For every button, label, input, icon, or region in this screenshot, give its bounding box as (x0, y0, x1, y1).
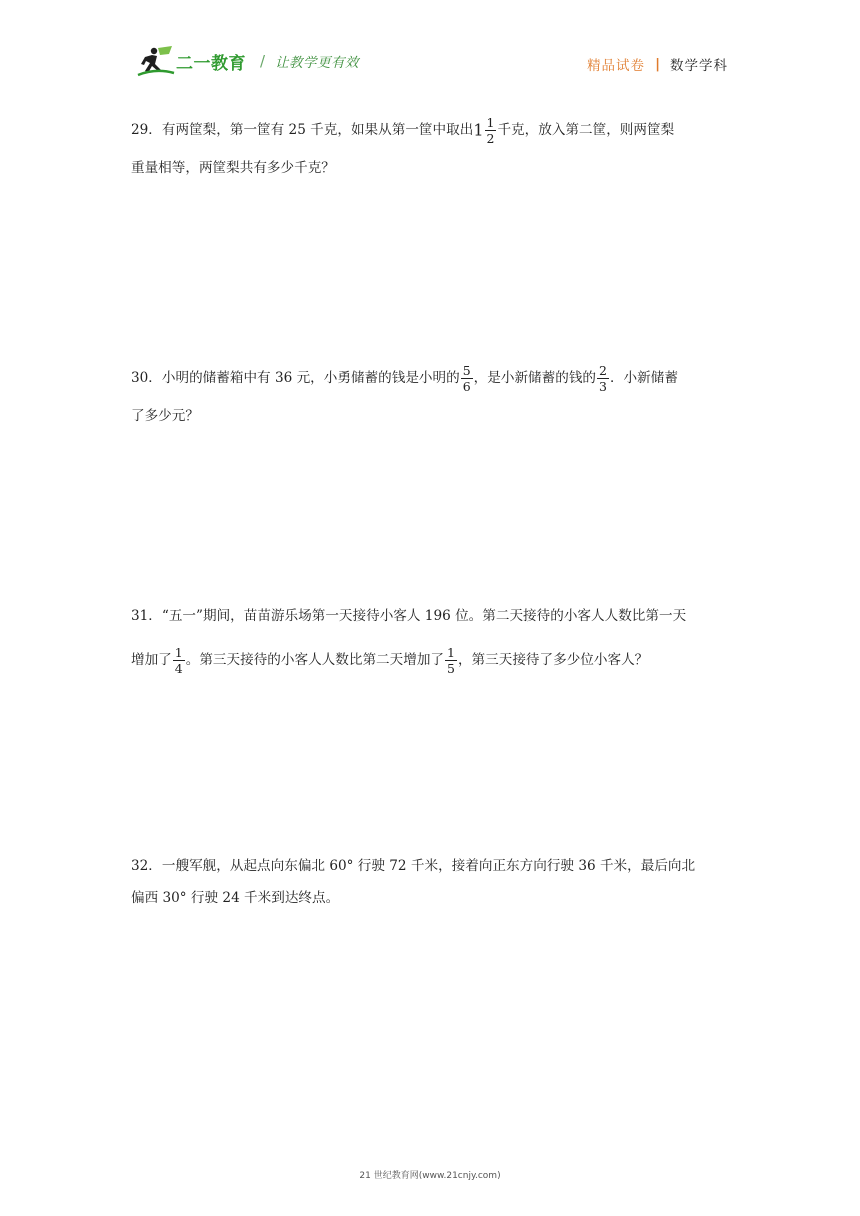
tag-subject: 数学学科 (670, 58, 728, 74)
question-text: ，第三天接待了多少位小客人？ (457, 652, 649, 668)
tag-divider: | (655, 56, 660, 72)
question-text: 增加了 (131, 652, 172, 668)
page-footer: 21 世纪教育网(www.21cnjy.com) (359, 1171, 501, 1181)
question-text: ，是小新储蓄的钱的 (473, 370, 597, 386)
fraction-numerator: 2 (599, 363, 607, 378)
header-separator: / (260, 52, 266, 70)
fraction (173, 646, 185, 675)
runner-logo-icon (136, 44, 176, 78)
brand-logo (136, 44, 359, 78)
question-29-line-2: 重量相等，两筐梨共有多少千克？ (131, 160, 335, 176)
fraction-numerator: 1 (174, 645, 183, 660)
fraction-denominator: 4 (174, 661, 183, 676)
fraction-denominator: 6 (462, 379, 471, 394)
fraction (597, 364, 609, 393)
fraction-denominator: 2 (486, 131, 495, 146)
fraction-numerator: 5 (462, 363, 471, 378)
fraction-denominator: 5 (447, 661, 455, 676)
question-32-line-1: 32．一艘军舰，从起点向东偏北 60° 行驶 72 千米，接着向正东方向行驶 36 千米，最后向北 (131, 858, 696, 874)
fraction (445, 646, 457, 675)
question-30-line-1 (131, 364, 678, 393)
subject-tag (587, 54, 728, 74)
question-text: ．小新储蓄 (609, 370, 678, 386)
question-30-line-2: 了多少元？ (131, 408, 199, 424)
question-text: 。第三天接待的小客人人数比第二天增加了 (185, 652, 445, 668)
fraction (485, 116, 497, 145)
question-31-line-1: 31．“五一”期间，苗苗游乐场第一天接待小客人 196 位。第二天接待的小客人人数比第一天 (131, 608, 687, 624)
question-text: 30．小明的储蓄箱中有 36 元，小勇储蓄的钱是小明的 (131, 370, 460, 386)
question-29-line-1 (131, 116, 674, 145)
fraction-numerator: 1 (486, 115, 495, 130)
fraction-denominator: 3 (599, 379, 607, 394)
question-31-line-2 (131, 646, 648, 675)
fraction (461, 364, 473, 393)
question-text: 29．有两筐梨，第一筐有 25 千克，如果从第一筐中取出 (131, 122, 474, 138)
question-text: 千克，放入第二筐，则两筐梨 (497, 122, 675, 138)
tag-premium: 精品试卷 (587, 58, 646, 74)
slogan: 让教学更有效 (275, 55, 360, 71)
mixed-whole: 1 (473, 120, 484, 140)
page-header (0, 0, 860, 92)
logo-text: 二一教育 (176, 53, 246, 74)
question-32-line-2: 偏西 30° 行驶 24 千米到达终点。 (131, 890, 340, 906)
fraction-numerator: 1 (447, 645, 455, 660)
